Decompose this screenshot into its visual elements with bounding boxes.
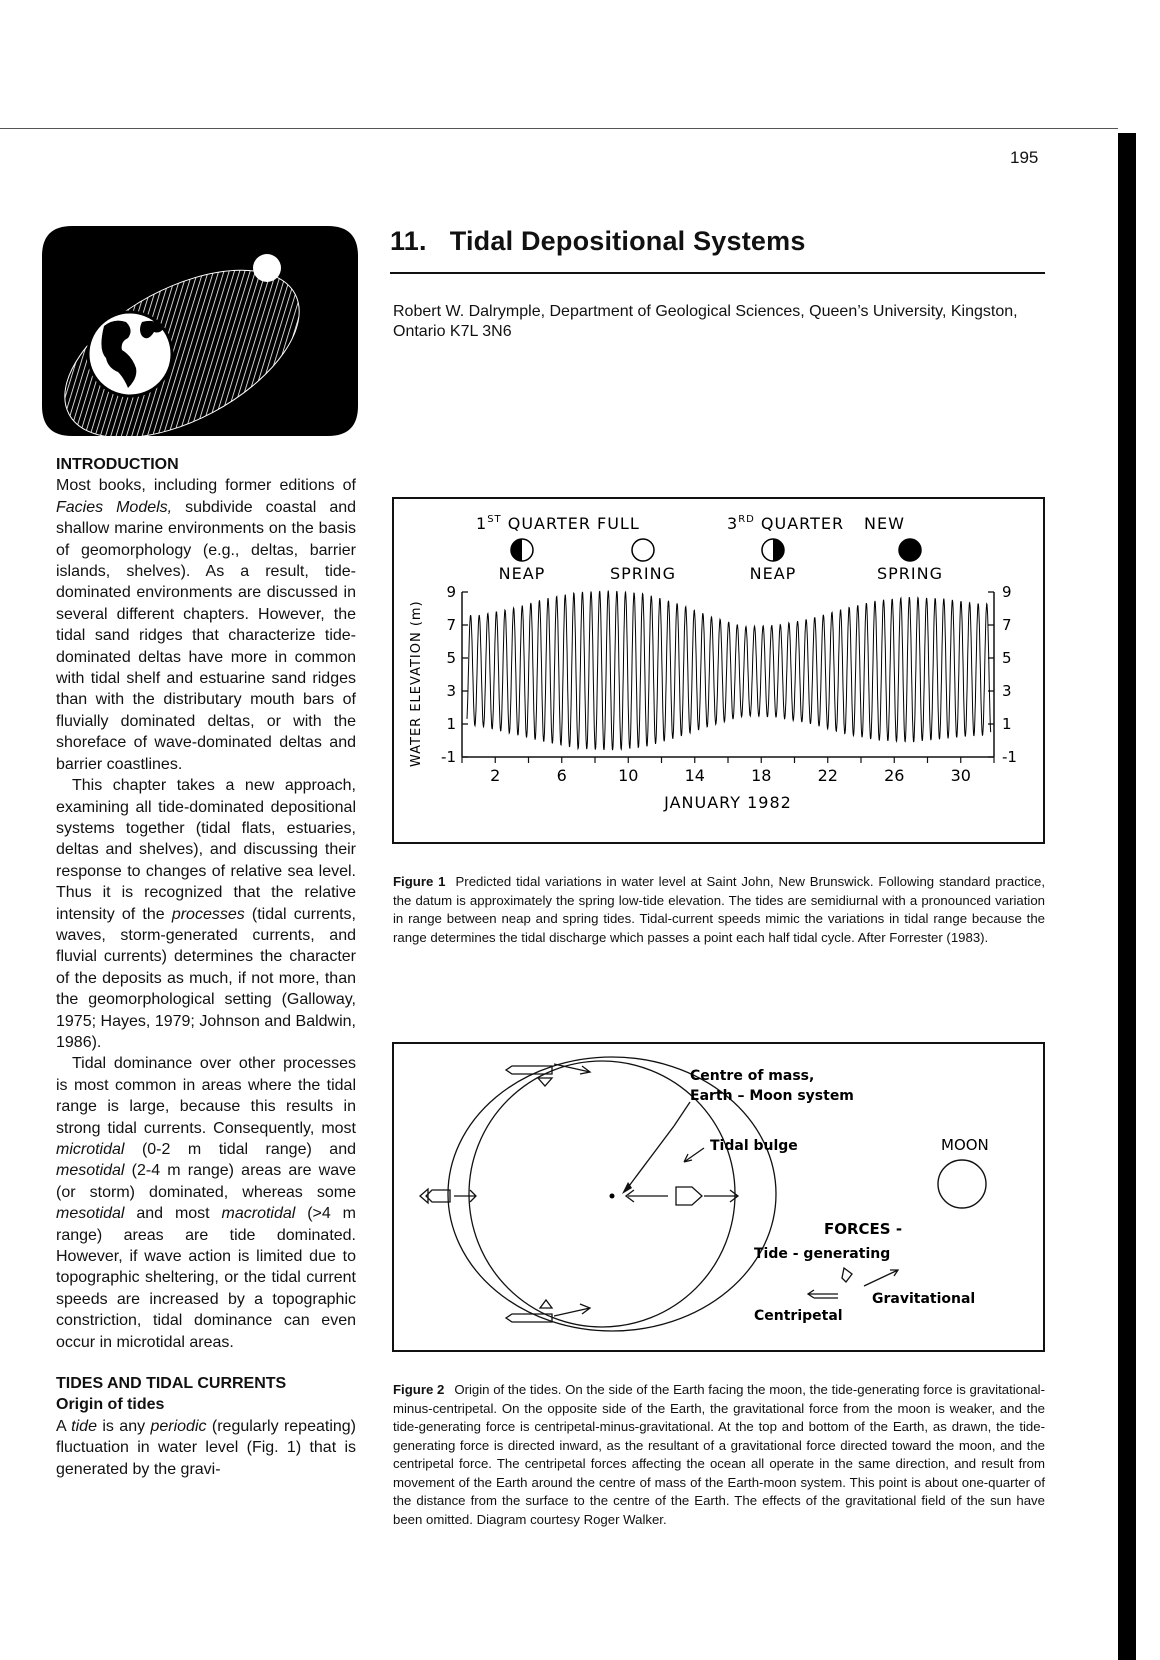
chapter-title: 11. Tidal Depositional Systems [390,226,806,256]
author-affiliation: Robert W. Dalrymple, Department of Geological Sciences, Queen’s University, Kingston, Ontario K7L 3N6 [393,303,1018,340]
centre-of-mass-label-line2: Earth – Moon system [690,1088,854,1104]
y-tick-label-left: 1 [446,715,456,733]
moon-phase-row [476,514,943,583]
phase-label: 3RD QUARTER [727,514,845,533]
tidal-bulge-label: Tidal bulge [710,1138,798,1154]
page-top-rule [0,128,1118,129]
section-heading-tides: TIDES AND TIDAL CURRENTS [56,1375,287,1393]
body-column [56,454,356,1480]
moon-phase-2 [727,514,844,583]
centre-of-mass-pointer [626,1126,674,1190]
page-number: 195 [1010,148,1039,167]
y-tick-label-right: 1 [1002,715,1012,733]
y-tick-label-right: 7 [1002,616,1012,634]
tide-type-label: SPRING [609,564,677,583]
y-tick-label-left: 5 [446,649,456,667]
figure-1-frame [392,497,1045,844]
bottom-arrows [506,1300,590,1322]
figure-2-caption: Figure 2 Origin of the tides. On the side of the Earth facing the moon, the tide-generating force is gravitational-minus-centripetal. On the opposite side of the Earth, the gravitational force from the moon is weaker, and the tide-generating force is centripetal-minus-gravitational. At the top and bottom of the Earth, as drawn, the tide-generating force is directed inward, as the resultant of a gravitational force directed toward the moon, and the centripetal force. The centripetal forces affecting the ocean all operate in the same direction, and result from movement of the Earth around the centre of mass of the Earth-moon system. This point is about one-quarter of the distance from the surface to the centre of the Earth. The effects of the gravitational field of the sun have been omitted. Diagram courtesy Roger Walker. [393,1382,1045,1527]
title-rule [390,272,1045,274]
y-tick-label-right: 9 [1002,583,1012,601]
figure-1-tide-chart [394,499,1043,842]
x-tick-label: 18 [751,766,772,785]
y-tick-label-left: 3 [446,682,456,700]
moon-label: MOON [941,1136,989,1154]
subsection-heading-origin: Origin of tides [56,1396,165,1414]
y-tick-label-right: 5 [1002,649,1012,667]
gravitational-label: Gravitational [872,1291,976,1307]
figure-2-tide-forces-diagram [394,1044,1043,1350]
moon-circle [938,1160,986,1208]
y-tick-label-right: 3 [1002,682,1012,700]
phase-label: NEW [864,514,905,533]
y-tick-label-left: 7 [446,616,456,634]
moon-icon [632,539,654,561]
y-tick-label-left: -1 [441,748,456,766]
section-heading-introduction: INTRODUCTION [56,456,179,473]
moon-phase-1 [597,514,676,583]
moon-icon [899,539,921,561]
tide-type-label: NEAP [749,564,797,583]
y-tick-label-right: -1 [1002,748,1017,766]
right-arrows [626,1187,738,1205]
x-axis-title: JANUARY 1982 [664,793,792,812]
x-tick-label: 22 [817,766,838,785]
paragraph: This chapter takes a new approach, examining all tide-dominated depositional systems together (tidal flats, estuaries, deltas and shelves), and discussing their response to changes of relative sea level. Thus it is recognized that the relative intensity of the processes (tidal currents, waves, storm-generated currents, and fluvial currents) determines the character of the deposits as much, if not more, than the geomorphological setting (Galloway, 1975; Hayes, 1979; Johnson and Baldwin, 1986). [56,777,357,1051]
paragraph: Tidal dominance over other processes is most common in areas where the tidal range is large, because this results in strong tidal currents. Consequently, most microtidal (0-2 m tidal range) and mesotidal (2-4 m range) areas are wave (or storm) dominated, whereas some mesotidal and most macrotidal (>4 m range) areas are tide dominated. However, if wave action is limited due to topographic sheltering, or the tidal current speeds are increased by a topographic constriction, tidal dominance can even occur in microtidal areas. [56,1055,356,1351]
facies-models-logo [42,226,358,436]
phase-label: 1ST QUARTER [476,514,591,533]
page-edge-bar [1118,133,1136,1660]
tide-type-label: SPRING [876,564,944,583]
figure-2-frame [392,1042,1045,1352]
x-tick-label: 6 [556,766,567,785]
tide-generating-label: Tide - generating [754,1246,891,1262]
centripetal-label: Centripetal [754,1308,843,1324]
x-tick-label: 26 [884,766,905,785]
phase-label: FULL [597,514,640,533]
x-tick-label: 30 [950,766,971,785]
centre-of-mass-dot [610,1194,615,1199]
tide-type-label: NEAP [498,564,546,583]
x-tick-label: 10 [618,766,639,785]
paragraph: Most books, including former editions of Facies Models, subdivide coastal and shallow marine environments on the basis of geomorphology (e.g., deltas, barrier islands, shelves). As a result, tide-dominated environments are discussed in several different chapters. However, the tidal sand ridges that characterize tide-dominated deltas have more in common with tidal shelf and estuarine sand ridges than with the distributary mouth bars of fluvially dominated deltas, or with the shoreface of wave-dominated deltas and barrier coastlines. [56,477,357,773]
tide-series-line [467,591,991,751]
centre-of-mass-label: Centre of mass, [690,1068,815,1084]
paragraph: A tide is any periodic (regularly repeating) fluctuation in water level (Fig. 1) that is generated by the gravi- [56,1417,356,1478]
x-tick-label: 2 [490,766,501,785]
y-tick-label-left: 9 [446,583,456,601]
forces-label: FORCES - [824,1220,903,1238]
y-axis-title: WATER ELEVATION (m) [409,600,424,767]
moon-phase-0 [476,514,591,583]
figure-1-caption: Figure 1 Predicted tidal variations in water level at Saint John, New Brunswick. Following standard practice, the datum is approximately the spring low-tide elevation. The tides are semidiurnal with a pronounced variation in range between neap and spring tides. Tidal-current speeds mimic the variations in tidal range because the range determines the tidal discharge which passes a point each half tidal cycle. After Forrester (1983). [393,874,1045,945]
x-tick-label: 14 [684,766,705,785]
moon-phase-3 [864,514,943,583]
